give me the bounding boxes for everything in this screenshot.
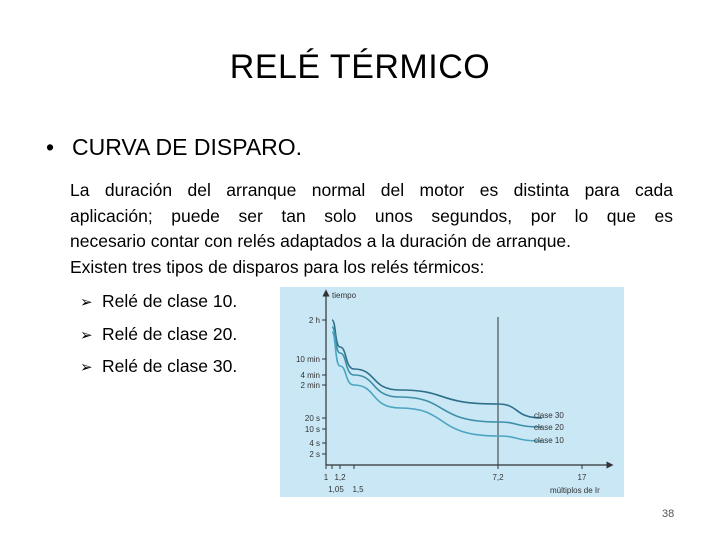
x-axis-label: múltiplos de Ir — [550, 486, 600, 495]
y-tick-label: 20 s — [304, 414, 320, 423]
y-tick-label: 2 h — [308, 316, 320, 325]
y-ticks — [296, 316, 326, 459]
arrow-bullet-icon: ➢ — [80, 359, 93, 376]
x-tick-label: 1,5 — [352, 485, 364, 494]
paragraph-line: necesario contar con relés adaptados a la duración de arranque. — [70, 231, 572, 251]
trip-curve-chart — [280, 287, 624, 497]
y-tick-label: 2 min — [300, 381, 320, 390]
bullet-dot-icon: • — [46, 134, 55, 160]
list-item-text: Relé de clase 20. — [102, 323, 238, 344]
slide-title: RELÉ TÉRMICO — [229, 48, 491, 86]
paragraph-line: La duración del arranque normal del motor es distinta para cada — [70, 180, 673, 200]
legend-label: clase 30 — [534, 411, 564, 420]
page-number: 38 — [662, 508, 675, 520]
curve-clase-20 — [332, 327, 542, 427]
trip-curve-svg — [280, 287, 624, 497]
legend-label: clase 20 — [534, 423, 564, 432]
y-tick-label: 10 s — [304, 425, 320, 434]
y-tick-label: 4 min — [300, 371, 320, 380]
arrow-bullet-icon: ➢ — [80, 294, 93, 311]
list-item — [80, 286, 237, 319]
y-tick-label: 4 s — [309, 439, 320, 448]
list-item — [80, 351, 237, 384]
x-ticks — [324, 465, 587, 494]
legend-label: clase 10 — [534, 436, 564, 445]
arrow-bullet-icon: ➢ — [80, 326, 93, 344]
body-paragraph — [70, 178, 673, 280]
list-item-text: Relé de clase 30. — [102, 356, 238, 376]
paragraph-line: Existen tres tipos de disparos para los relés térmicos: — [70, 256, 485, 277]
x-tick-label: 7,2 — [492, 473, 504, 482]
curves — [332, 320, 542, 441]
bullet-heading-text: CURVA DE DISPARO. — [72, 134, 303, 160]
legend — [534, 411, 564, 445]
paragraph-line: aplicación; puede ser tan solo unos segundos, por lo que es — [70, 205, 673, 226]
y-tick-label: 2 s — [309, 450, 320, 459]
x-tick-label: 1,2 — [334, 473, 346, 482]
list-item-text: Relé de clase 10. — [102, 291, 238, 311]
list-item — [80, 319, 237, 352]
x-tick-label: 1,05 — [328, 485, 344, 494]
y-axis-label: tiempo — [332, 291, 357, 300]
y-tick-label: 10 min — [295, 355, 320, 364]
x-tick-label: 17 — [577, 473, 587, 482]
x-tick-label: 1 — [323, 473, 329, 482]
relay-class-list — [80, 286, 237, 384]
curve-clase-30 — [332, 320, 542, 418]
bullet-heading — [46, 134, 302, 161]
curve-clase-10 — [332, 332, 542, 441]
